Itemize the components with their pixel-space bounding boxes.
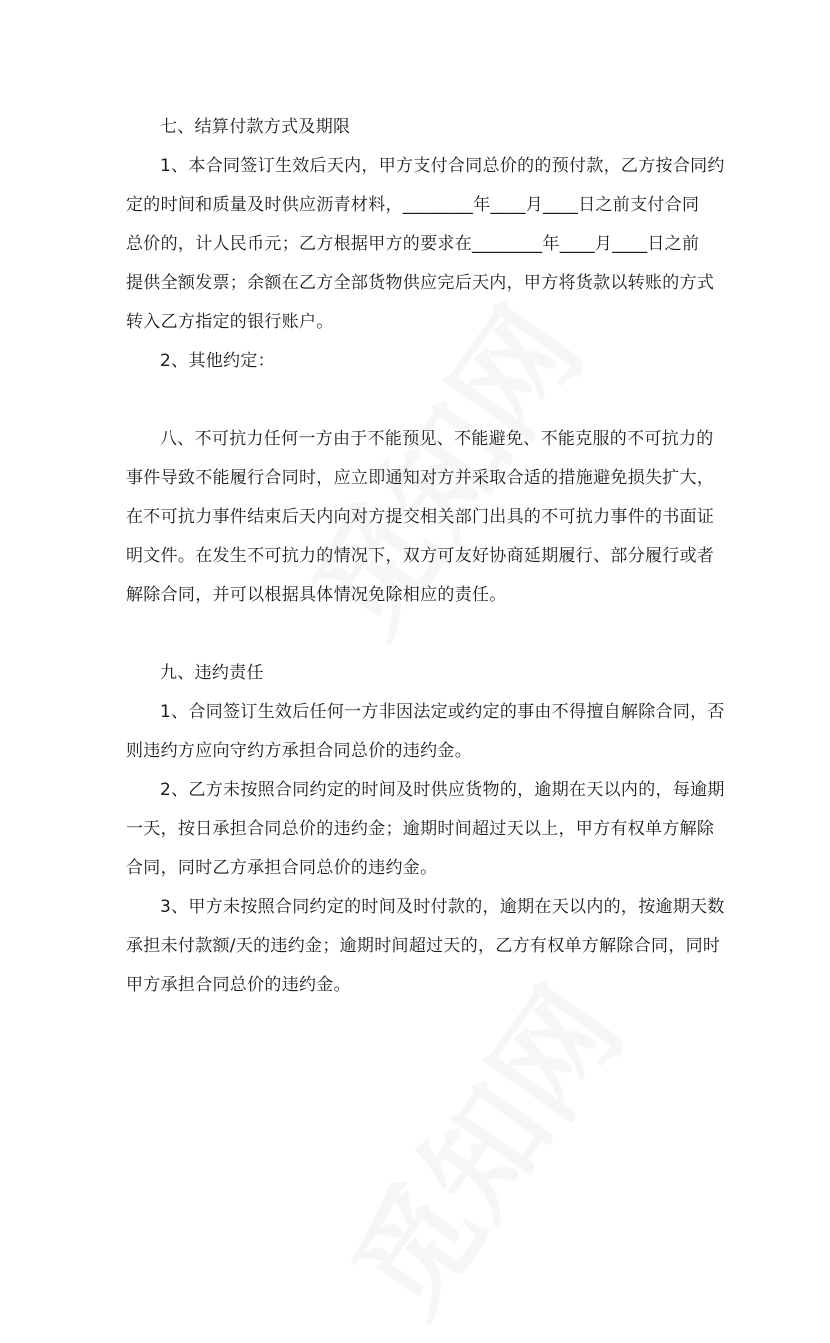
- section-9-item-2-line-3: 合同，同时乙方承担合同总价的违约金。: [126, 858, 438, 878]
- section-9-item-3-line-2: 承担未付款额/天的违约金；逾期时间超过天的，乙方有权单方解除合同，同时: [126, 936, 721, 956]
- section-8-line-3: 在不可抗力事件结束后天内向对方提交相关部门出具的不可抗力事件的书面证: [126, 507, 715, 527]
- section-7-item-1-line-1: 1、本合同签订生效后天内，甲方支付合同总价的的预付款，乙方按合同约: [160, 156, 725, 176]
- section-9-item-1-line-1: 1、合同签订生效后任何一方非因法定或约定的事由不得擅自解除合同，否: [160, 702, 725, 722]
- section-9-item-3-line-3: 甲方承担合同总价的违约金。: [126, 975, 351, 995]
- section-8-line-4: 明文件。在发生不可抗力的情况下，双方可友好协商延期履行、部分履行或者: [126, 546, 715, 566]
- section-8-line-1: 八、不可抗力任何一方由于不能预见、不能避免、不能克服的不可抗力的: [160, 429, 714, 449]
- section-9-heading: 九、违约责任: [160, 663, 264, 683]
- section-7-item-2: 2、其他约定：: [160, 351, 275, 371]
- section-9-item-2-line-1: 2、乙方未按照合同约定的时间及时供应货物的，逾期在天以内的，每逾期: [160, 780, 725, 800]
- section-9-item-3-line-1: 3、甲方未按照合同约定的时间及时付款的，逾期在天以内的，按逾期天数: [160, 897, 725, 917]
- section-8-line-2: 事件导致不能履行合同时，应立即通知对方并采取合适的措施避免损失扩大，: [126, 468, 715, 488]
- watermark-bottom: [306, 949, 653, 1343]
- section-9-item-1-line-2: 则违约方应向守约方承担合同总价的违约金。: [126, 741, 472, 761]
- section-7-item-1-line-5: 转入乙方指定的银行账户。: [126, 312, 334, 332]
- section-9-item-2-line-2: 一天，按日承担合同总价的违约金；逾期时间超过天以上，甲方有权单方解除: [126, 819, 715, 839]
- section-8-line-5: 解除合同，并可以根据具体情况免除相应的责任。: [126, 585, 507, 605]
- section-7-item-1-line-4: 提供全额发票；余额在乙方全部货物供应完后天内，甲方将货款以转账的方式: [126, 273, 715, 293]
- section-7-item-1-line-3: 总价的，计人民币元；乙方根据甲方的要求在________年____月____日之前: [126, 234, 700, 254]
- section-7-item-1-line-2: 定的时间和质量及时供应沥青材料，________年____月____日之前支付合同: [126, 195, 700, 215]
- section-7-heading: 七、结算付款方式及期限: [160, 117, 351, 137]
